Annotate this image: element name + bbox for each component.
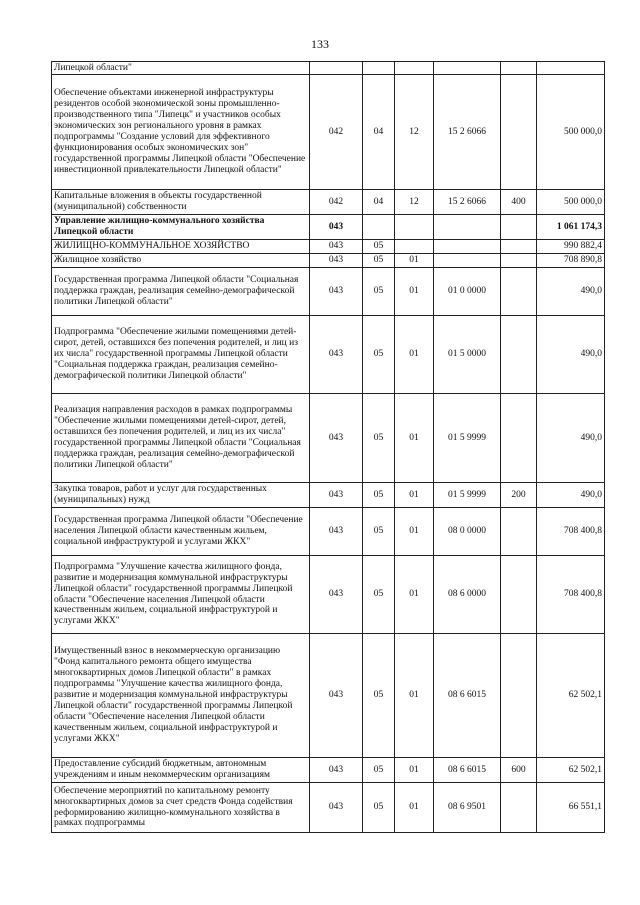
row-target-code: 01 5 9999: [434, 483, 501, 508]
row-amount: 1 061 174,3: [537, 215, 605, 240]
row-target-code: 08 6 6015: [434, 634, 501, 758]
row-expense-type: [501, 556, 537, 634]
row-subsection-code: 01: [395, 316, 434, 394]
row-admin-code: 043: [310, 240, 363, 254]
row-subsection-code: 01: [395, 254, 434, 268]
table-row: [52, 508, 605, 556]
row-subsection-code: [395, 215, 434, 240]
table-row: [52, 62, 605, 75]
row-target-code: 08 0 0000: [434, 508, 501, 556]
row-amount: 490,0: [537, 394, 605, 483]
row-name: Государственная программа Липецкой области "Социальная поддержка граждан, реализация семейно-демографической политики Липецкой области": [52, 268, 310, 316]
row-amount: 708 400,8: [537, 508, 605, 556]
row-subsection-code: 01: [395, 508, 434, 556]
row-expense-type: [501, 508, 537, 556]
row-admin-code: 042: [310, 75, 363, 190]
budget-table: [51, 61, 605, 833]
row-target-code: 01 0 0000: [434, 268, 501, 316]
row-admin-code: 043: [310, 508, 363, 556]
row-target-code: 08 6 6015: [434, 758, 501, 783]
row-subsection-code: 01: [395, 483, 434, 508]
row-subsection-code: 01: [395, 556, 434, 634]
row-section-code: 04: [363, 75, 395, 190]
row-name: ЖИЛИЩНО-КОММУНАЛЬНОЕ ХОЗЯЙСТВО: [52, 240, 310, 254]
table-row: [52, 254, 605, 268]
row-target-code: 01 5 9999: [434, 394, 501, 483]
row-admin-code: 043: [310, 783, 363, 833]
table-row: [52, 268, 605, 316]
row-amount: [537, 62, 605, 75]
row-name: Жилищное хозяйство: [52, 254, 310, 268]
page-number: 133: [311, 37, 329, 51]
row-expense-type: [501, 62, 537, 75]
table-row: [52, 556, 605, 634]
row-section-code: 04: [363, 190, 395, 215]
row-admin-code: 043: [310, 268, 363, 316]
table-row: [52, 394, 605, 483]
row-amount: 490,0: [537, 316, 605, 394]
row-subsection-code: [395, 240, 434, 254]
row-section-code: 05: [363, 508, 395, 556]
row-name: Подпрограмма "Улучшение качества жилищного фонда, развитие и модернизация коммунальной инфраструктуры Липецкой области" государственной программы Липецкой области "Обеспечение населения Липецкой области качественным жильем, социальной инфраструктурой и услугами ЖКХ": [52, 556, 310, 634]
row-section-code: 05: [363, 783, 395, 833]
row-target-code: [434, 240, 501, 254]
row-target-code: 15 2 6066: [434, 190, 501, 215]
row-target-code: 01 5 0000: [434, 316, 501, 394]
row-admin-code: 043: [310, 758, 363, 783]
row-expense-type: [501, 394, 537, 483]
row-name: Предоставление субсидий бюджетным, автономным учреждениям и иным некоммерческим организациям: [52, 758, 310, 783]
row-amount: 66 551,1: [537, 783, 605, 833]
row-name: Подпрограмма "Обеспечение жилыми помещениями детей-сирот, детей, оставшихся без попечения родителей, и лиц из их числа" государственной программы Липецкой области "Социальная поддержка граждан, реализация семейно-демографической политики Липецкой области": [52, 316, 310, 394]
row-amount: 490,0: [537, 483, 605, 508]
row-amount: 500 000,0: [537, 75, 605, 190]
row-section-code: 05: [363, 316, 395, 394]
row-section-code: 05: [363, 254, 395, 268]
row-target-code: 08 6 9501: [434, 783, 501, 833]
row-target-code: [434, 254, 501, 268]
row-subsection-code: 12: [395, 190, 434, 215]
table-row: [52, 783, 605, 833]
row-name: Закупка товаров, работ и услуг для государственных (муниципальных) нужд: [52, 483, 310, 508]
row-section-code: 05: [363, 268, 395, 316]
table-row: [52, 215, 605, 240]
row-name: Обеспечение объектами инженерной инфраструктуры резидентов особой экономической зоны промышленно-производственного типа "Липецк" и участников особых экономических зон регионального уровня в рамках подпрограммы "Создание условий для эффективного функционирования особых экономических зон" государственной программы Липецкой области "Обеспечение инвестиционной привлекательности Липецкой области": [52, 75, 310, 190]
table-row: [52, 75, 605, 190]
row-amount: 990 882,4: [537, 240, 605, 254]
row-target-code: 15 2 6066: [434, 75, 501, 190]
row-subsection-code: 01: [395, 268, 434, 316]
row-subsection-code: 01: [395, 783, 434, 833]
row-expense-type: [501, 240, 537, 254]
table-row: [52, 316, 605, 394]
row-expense-type: 200: [501, 483, 537, 508]
row-expense-type: [501, 783, 537, 833]
row-section-code: 05: [363, 240, 395, 254]
row-admin-code: [310, 62, 363, 75]
row-section-code: [363, 215, 395, 240]
row-expense-type: [501, 634, 537, 758]
table-row: [52, 190, 605, 215]
row-admin-code: 043: [310, 215, 363, 240]
row-amount: 708 890,8: [537, 254, 605, 268]
row-amount: 62 502,1: [537, 758, 605, 783]
row-expense-type: [501, 268, 537, 316]
row-name: Капитальные вложения в объекты государственной (муниципальной) собственности: [52, 190, 310, 215]
row-section-code: 05: [363, 394, 395, 483]
row-admin-code: 043: [310, 316, 363, 394]
row-expense-type: [501, 254, 537, 268]
row-target-code: [434, 62, 501, 75]
row-expense-type: [501, 215, 537, 240]
row-subsection-code: 01: [395, 758, 434, 783]
row-name: Имущественный взнос в некоммерческую организацию "Фонд капитального ремонта общего имущества многоквартирных домов Липецкой области" в рамках подпрограммы "Улучшение качества жилищного фонда, развитие и модернизация коммунальной инфраструктуры Липецкой области" государственной программы Липецкой области "Обеспечение населения Липецкой области качественным жильем, социальной инфраструктурой и услугами ЖКХ": [52, 634, 310, 758]
row-name: Обеспечение мероприятий по капитальному ремонту многоквартирных домов за счет средств Фонда содействия реформированию жилищно-коммунального хозяйства в рамках подпрограммы: [52, 783, 310, 833]
row-name: Липецкой области": [52, 62, 310, 75]
table-row: [52, 240, 605, 254]
row-subsection-code: 01: [395, 634, 434, 758]
row-admin-code: 043: [310, 634, 363, 758]
row-name: Управление жилищно-коммунального хозяйства Липецкой области: [52, 215, 310, 240]
row-admin-code: 042: [310, 190, 363, 215]
row-name: Реализация направления расходов в рамках подпрограммы "Обеспечение жилыми помещениями детей-сирот, детей, оставшихся без попечения родителей, и лиц из их числа" государственной программы Липецкой области "Социальная поддержка граждан, реализация семейно-демографической политики Липецкой области": [52, 394, 310, 483]
row-expense-type: 400: [501, 190, 537, 215]
table-row: [52, 483, 605, 508]
row-section-code: 05: [363, 634, 395, 758]
row-amount: 62 502,1: [537, 634, 605, 758]
row-name: Государственная программа Липецкой области "Обеспечение населения Липецкой области качественным жильем, социальной инфраструктурой и услугами ЖКХ": [52, 508, 310, 556]
row-section-code: 05: [363, 483, 395, 508]
row-admin-code: 043: [310, 556, 363, 634]
row-subsection-code: 12: [395, 75, 434, 190]
row-admin-code: 043: [310, 254, 363, 268]
row-expense-type: [501, 316, 537, 394]
row-admin-code: 043: [310, 394, 363, 483]
row-subsection-code: [395, 62, 434, 75]
row-section-code: 05: [363, 758, 395, 783]
row-amount: 708 400,8: [537, 556, 605, 634]
row-expense-type: [501, 75, 537, 190]
row-target-code: [434, 215, 501, 240]
row-admin-code: 043: [310, 483, 363, 508]
table-row: [52, 758, 605, 783]
row-amount: 490,0: [537, 268, 605, 316]
row-expense-type: 600: [501, 758, 537, 783]
row-amount: 500 000,0: [537, 190, 605, 215]
row-section-code: 05: [363, 556, 395, 634]
table-row: [52, 634, 605, 758]
row-section-code: [363, 62, 395, 75]
row-subsection-code: 01: [395, 394, 434, 483]
row-target-code: 08 6 0000: [434, 556, 501, 634]
